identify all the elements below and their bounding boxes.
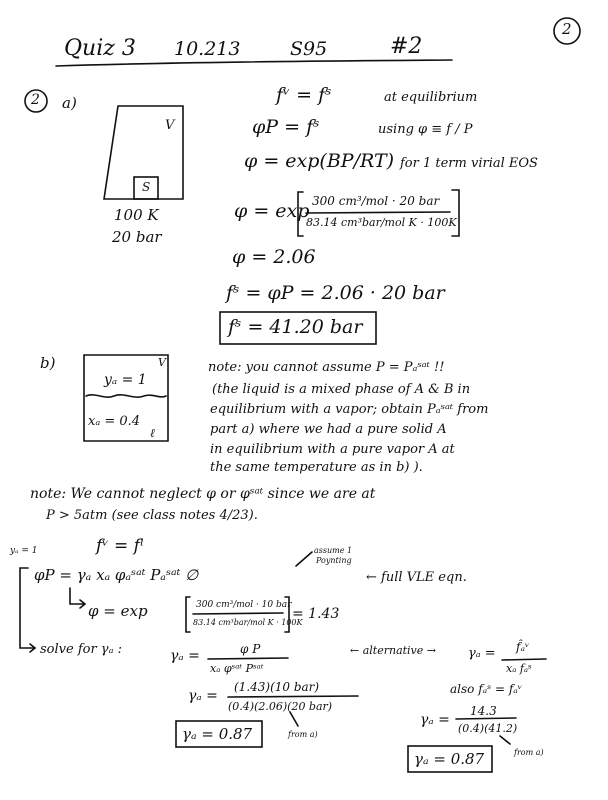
gamma-denominator: xₐ φˢᵃᵗ Pˢᵃᵗ (210, 662, 264, 675)
note-b-line-6: the same temperature as in b) ). (210, 460, 423, 475)
calc2-lhs: γₐ = (420, 712, 450, 728)
assume-note-2: Poynting (316, 556, 352, 565)
eq4-prefix: φ = exp (234, 200, 310, 222)
calc-numerator: (1.43)(10 bar) (234, 680, 320, 694)
vle-eq1: fᵛ = fˡ (96, 536, 145, 556)
ya-margin: yₐ = 1 (10, 546, 38, 556)
alt-numerator: f̂ₐᵛ (516, 640, 530, 654)
vle-eq3-numerator: 300 cm³/mol · 10 bar (196, 600, 292, 610)
container-b-ya: yₐ = 1 (104, 372, 147, 388)
pressure-label: 20 bar (112, 228, 162, 246)
page-number: 2 (562, 20, 572, 38)
eq4-fraction-bar (306, 212, 450, 213)
problem-number: #2 (390, 34, 423, 59)
vle-eq3-prefix: φ = exp (88, 602, 148, 620)
eq-fugacity-equal: fᵛ = fˢ (276, 84, 332, 106)
note2-line-1: note: We cannot neglect φ or φˢᵃᵗ since we are at (30, 486, 376, 502)
gamma-eq: γₐ = (170, 648, 200, 664)
gamma-numerator: φ P (240, 642, 261, 656)
vle-left-bracket (20, 568, 34, 648)
vle-eq2: φP = γₐ xₐ φₐˢᵃᵗ Pₐˢᵃᵗ ∅ (34, 566, 199, 584)
page-title: Quiz 3 (64, 36, 136, 61)
from-arrow-2 (500, 736, 510, 744)
vle-eq3-result: = 1.43 (292, 606, 340, 622)
part-b-label: b) (40, 354, 56, 372)
note-b-line-2: (the liquid is a mixed phase of A & B in (212, 382, 471, 397)
note-b-line-5: in equilibrium with a pure vapor A at (210, 442, 455, 457)
calc-denominator: (0.4)(2.06)(20 bar) (228, 700, 333, 713)
alt-fraction-bar (502, 659, 546, 660)
course-number: 10.213 (174, 38, 241, 60)
calc-fraction-bar (228, 696, 358, 697)
note2-line-2: P > 5atm (see class notes 4/23). (46, 508, 258, 523)
liquid-interface (86, 395, 166, 397)
eq-virial-note: for 1 term virial EOS (400, 156, 538, 171)
eq3-fraction-bar (193, 613, 283, 614)
also-note: also fₐˢ = fₐᵛ (450, 682, 523, 696)
assume-arrow (296, 552, 312, 566)
from-arrow-1 (290, 712, 298, 726)
calc2-fraction-bar (456, 718, 516, 719)
part-a-label: a) (62, 94, 77, 112)
note-b-line-4: part a) where we had a pure solid A (210, 422, 447, 437)
from-note-1: from a) (288, 730, 318, 739)
eq4-numerator: 300 cm³/mol · 20 bar (312, 194, 440, 208)
eq4-right-bracket (452, 190, 459, 236)
alt-denominator: xₐ fₐˢ (506, 662, 532, 675)
eq-phi-def-note: using φ ≡ f / P (378, 122, 473, 137)
result-a: fˢ = 41.20 bar (228, 316, 363, 338)
from-note-2: from a) (514, 748, 544, 757)
eq4-denominator: 83.14 cm³bar/mol K · 100K (306, 216, 457, 229)
alt-eq: γₐ = (468, 646, 496, 661)
calc2-numerator: 14.3 (470, 704, 497, 718)
eq3-left-bracket (186, 597, 190, 632)
eq-phi-exp: φ = exp(BP/RT) (244, 150, 395, 172)
container-a-solid-label: S (142, 180, 151, 194)
note-b-line-3: equilibrium with a vapor; obtain Pₐˢᵃᵗ from (210, 402, 489, 417)
solve-for: solve for γₐ : (40, 642, 122, 657)
term-label: S95 (290, 38, 328, 60)
note-b-line-1: note: you cannot assume P = Pₐˢᵃᵗ !! (208, 360, 445, 375)
assume-note: assume 1 (314, 546, 353, 555)
temperature-label: 100 K (114, 206, 159, 224)
problem-marker: 2 (31, 92, 40, 108)
container-b-vapor-label: V (158, 356, 166, 369)
eq-phi-value: φ = 2.06 (232, 246, 316, 268)
calc2-denominator: (0.4)(41.2) (458, 722, 518, 735)
container-b-xa: xₐ = 0.4 (88, 414, 141, 429)
eq-phi-p: φP = fˢ (252, 116, 320, 138)
full-vle-note: ← full VLE eqn. (366, 570, 467, 585)
eq-fs-calc: fˢ = φP = 2.06 · 20 bar (226, 282, 445, 304)
container-a-vapor-label: V (165, 118, 175, 133)
result-gamma-2: γₐ = 0.87 (414, 750, 485, 768)
vle-eq3-denominator: 83.14 cm³bar/mol K · 100K (193, 618, 303, 627)
gamma-fraction-bar (208, 658, 288, 659)
result-gamma-1: γₐ = 0.87 (182, 725, 253, 743)
container-b-liquid-label: ℓ (150, 426, 155, 440)
calc-lhs: γₐ = (188, 688, 218, 704)
alternative-note: ← alternative → (350, 644, 436, 657)
eq-fugacity-note: at equilibrium (384, 90, 478, 105)
